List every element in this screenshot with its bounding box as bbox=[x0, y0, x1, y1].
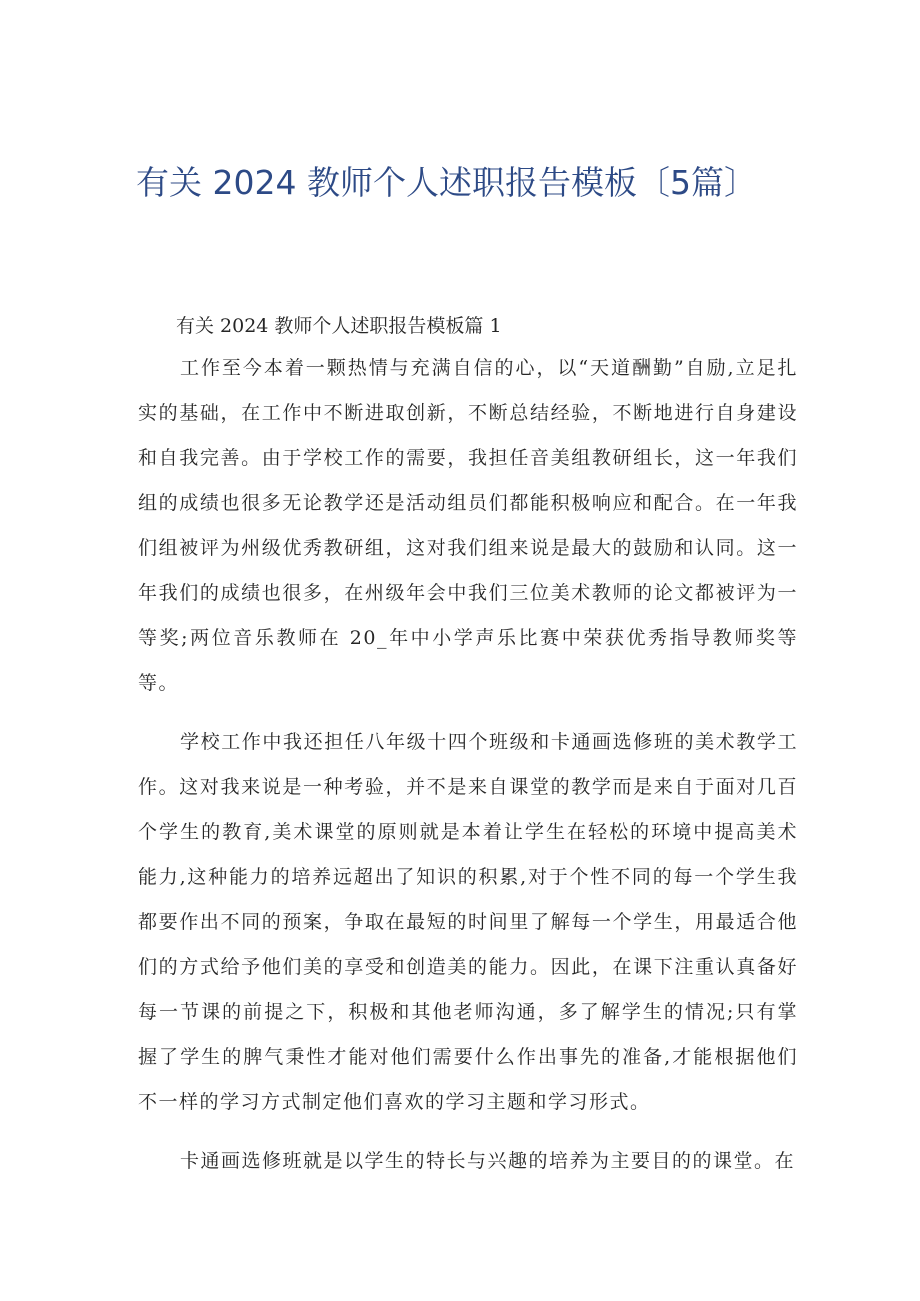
paragraph-2: 学校工作中我还担任八年级十四个班级和卡通画选修班的美术教学工作。这对我来说是一种考验，并不是来自课堂的教学而是来自于面对几百个学生的教育,美术课堂的原则就是本着让学生在轻松的环境中提高美术能力,这种能力的培养远超出了知识的积累,对于个性不同的每一个学生我都要作出不同的预案，争取在最短的时间里了解每一个学生，用最适合他们的方式给予他们美的享受和创造美的能力。因此，在课下注重认真备好每一节课的前提之下，积极和其他老师沟通，多了解学生的情况;只有掌握了学生的脾气秉性才能对他们需要什么作出事先的准备,才能根据他们不一样的学习方式制定他们喜欢的学习主题和学习形式。 bbox=[138, 731, 798, 1113]
document-title: 有关 2024 教师个人述职报告模板〔5篇〕 bbox=[136, 163, 757, 202]
paragraph-3: 卡通画选修班就是以学生的特长与兴趣的培养为主要目的的课堂。在 bbox=[180, 1150, 796, 1172]
document-body bbox=[138, 306, 798, 1198]
paragraph-1: 工作至今本着一颗热情与充满自信的心，以“天道酬勤”自励,立足扎实的基础，在工作中不断进取创新，不断总结经验，不断地进行自身建设和自我完善。由于学校工作的需要，我担任音美组教研组长，这一年我们组的成绩也很多无论教学还是活动组员们都能积极响应和配合。在一年我们组被评为州级优秀教研组，这对我们组来说是最大的鼓励和认同。这一年我们的成绩也很多，在州级年会中我们三位美术教师的论文都被评为一等奖;两位音乐教师在 20_年中小学声乐比赛中荣获优秀指导教师奖等等。 bbox=[138, 357, 798, 694]
section-heading: 有关 2024 教师个人述职报告模板篇 1 bbox=[176, 315, 502, 337]
